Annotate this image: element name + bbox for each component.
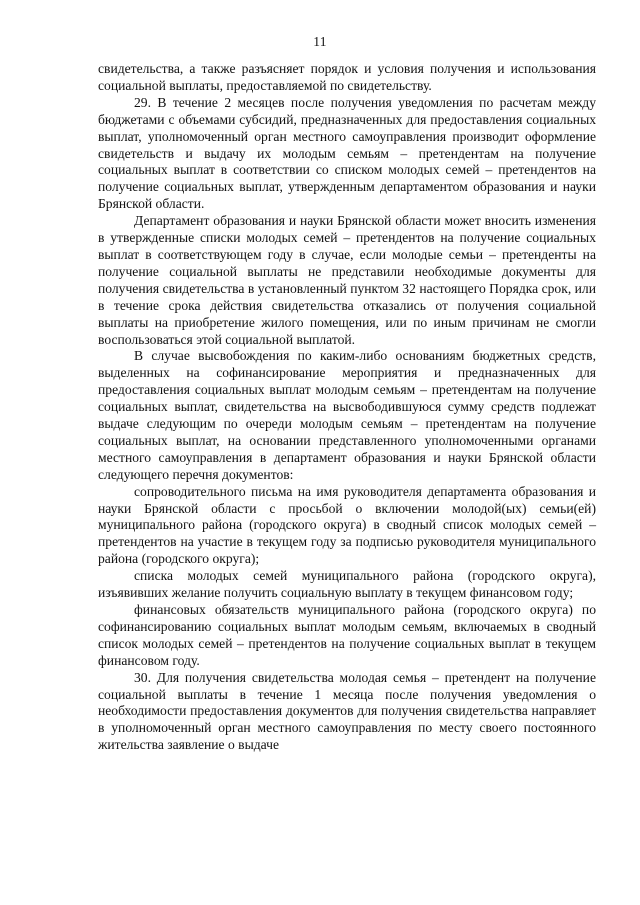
paragraph-financial-obligations: финансовых обязательств муниципального района (городского округа) по софинансированию социальных выплат молодым семьям, включаемых в сводный список молодых семей – претендентов на получение социальных выплат в текущем финансовом году. <box>98 602 596 668</box>
paragraph-list-changes: Департамент образования и науки Брянской области может вносить изменения в утвержденные списки молодых семей – претендентов на получение социальных выплат в соответствующем году в случае, если молодые семьи – претенденты на получение социальной выплаты не представили необходимые документы для получения свидетельства в установленный пунктом 32 настоящего Порядка срок, или в течение срока действия свидетельства отказались от получения социальной выплаты на приобретение жилого помещения, или по иным причинам не смогли воспользоваться этой социальной выплатой. <box>98 213 596 347</box>
paragraph-cover-letter: сопроводительного письма на имя руководителя департамента образования и науки Брянской области с просьбой о включении молодой(ых) семьи(ей) муниципального района (городского округа) в сводный список молодых семей – претендентов на участие в текущем году за подписью руководителя муниципального района (городского округа); <box>98 483 596 567</box>
paragraph-released-funds: В случае высвобождения по каким-либо основаниям бюджетных средств, выделенных на софинансирование мероприятия и предназначенных для предоставления социальных выплат молодым семьям – претендентам на получение социальных выплат, свидетельства на высвободившуюся сумму средств подлежат выдаче следующим по очереди молодым семьям – претендентам на получение социальных выплат, на основании представленного уполномоченными органами местного самоуправления в департамент образования и науки Брянской области следующего перечня документов: <box>98 348 596 482</box>
paragraph-continuation: свидетельства, а также разъясняет порядок и условия получения и использования социальной выплаты, предоставляемой по свидетельству. <box>98 61 596 93</box>
paragraph-item-29: 29. В течение 2 месяцев после получения уведомления по расчетам между бюджетами с объемами субсидий, предназначенных для предоставления социальных выплат, уполномоченный орган местного самоуправления производит оформление свидетельств и выдачу их молодым семьям – претендентам на получение социальных выплат в соответствии со списком молодых семей – претендентов на получение социальных выплат, утвержденным департаментом образования и науки Брянской области. <box>98 94 596 212</box>
page-number: 11 <box>313 34 327 49</box>
paragraph-item-30: 30. Для получения свидетельства молодая семья – претендент на получение социальной выплаты в течение 1 месяца после получения уведомления о необходимости предоставления документов для получения свидетельства направляет в уполномоченный орган местного самоуправления по месту своего постоянного жительства заявление о выдаче <box>98 669 596 753</box>
paragraph-family-list: списка молодых семей муниципального района (городского округа), изъявивших желание получить социальную выплату в текущем финансовом году; <box>98 568 596 601</box>
document-body <box>98 61 596 754</box>
